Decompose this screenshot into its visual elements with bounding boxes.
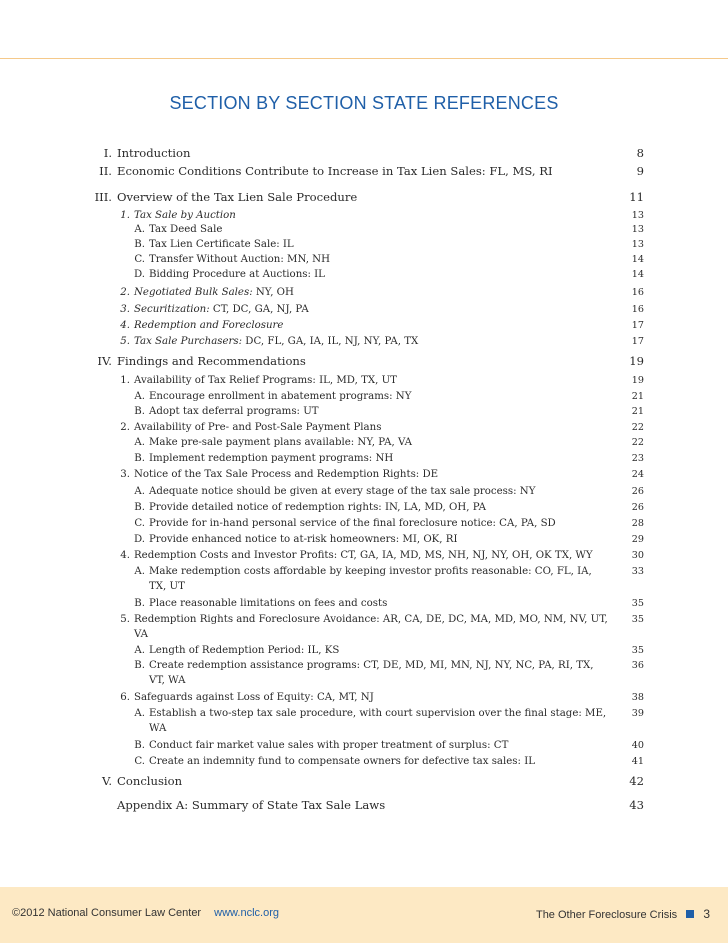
- toc-entry-number: 3.: [120, 304, 130, 315]
- toc-entry-page: 39: [631, 708, 644, 719]
- toc-entry-label-wrap: [149, 389, 608, 404]
- toc-entry-number: A.: [134, 437, 145, 448]
- toc-entry-label-wrap: [149, 564, 608, 594]
- toc-entry-page: 14: [631, 254, 644, 265]
- toc-entry-label: Availability of Pre- and Post-Sale Payment Plans: [134, 422, 382, 433]
- toc-entry-label: Make redemption costs affordable by keeping investor profits reasonable: CO, FL, IA, TX, UT: [149, 566, 592, 592]
- toc-entry[interactable]: [116, 302, 644, 317]
- toc-entry-page: 43: [629, 798, 644, 812]
- toc-entry-page: 13: [631, 239, 644, 250]
- toc-entry[interactable]: [116, 612, 644, 642]
- toc-entry-states: DC, FL, GA, IA, IL, NJ, NY, PA, TX: [242, 336, 419, 347]
- toc-entry-number: 6.: [120, 692, 130, 703]
- toc-entry[interactable]: [133, 237, 644, 252]
- toc-entry-number: III.: [94, 190, 112, 204]
- toc-entry-label-wrap: [134, 373, 608, 388]
- toc-entry-page: 9: [636, 164, 644, 178]
- toc-entry-label-wrap: [149, 237, 608, 252]
- toc-entry-page: 33: [631, 566, 644, 577]
- toc-entry[interactable]: [133, 643, 644, 658]
- toc-entry-label-wrap: [134, 420, 608, 435]
- toc-entry[interactable]: [133, 435, 644, 450]
- toc-entry[interactable]: [116, 373, 644, 388]
- toc-entry-label-wrap: [117, 164, 608, 179]
- toc-entry-label: Safeguards against Loss of Equity: CA, MT, NJ: [134, 692, 374, 703]
- toc-entry-number: 2.: [120, 287, 130, 298]
- toc-entry-label-wrap: [134, 334, 608, 349]
- toc-entry-label: Conclusion: [117, 774, 183, 788]
- toc-entry[interactable]: [133, 389, 644, 404]
- toc-entry-page: 13: [631, 210, 644, 221]
- toc-entry[interactable]: [116, 334, 644, 349]
- toc-entry[interactable]: [133, 500, 644, 515]
- toc-entry-label-wrap: [149, 222, 608, 237]
- page-title: SECTION BY SECTION STATE REFERENCES: [169, 93, 559, 113]
- toc-entry-page: 29: [631, 534, 644, 545]
- toc-entry-states: CT, DC, GA, NJ, PA: [209, 304, 309, 315]
- toc-entry-label-wrap: [149, 267, 608, 282]
- toc-entry[interactable]: [133, 564, 644, 594]
- toc-entry-number: 4.: [120, 550, 130, 561]
- toc-entry-page: 36: [631, 660, 644, 671]
- toc-entry-label: Provide detailed notice of redemption rights: IN, LA, MD, OH, PA: [149, 502, 487, 513]
- toc-entry-number: D.: [133, 534, 145, 545]
- toc-entry-number: B.: [134, 239, 145, 250]
- toc-entry-page: 19: [629, 354, 644, 368]
- toc-entry-number: 5.: [120, 614, 130, 625]
- toc-entry-number: 5.: [120, 336, 130, 347]
- toc-entry-page: 28: [631, 518, 644, 529]
- toc-entry[interactable]: [133, 738, 644, 753]
- toc-entry-number: 3.: [120, 469, 130, 480]
- publication-title: The Other Foreclosure Crisis: [535, 909, 678, 921]
- toc-entry-label: Create redemption assistance programs: CT, DE, MD, MI, MN, NJ, NY, NC, PA, RI, TX, VT, WA: [149, 660, 594, 686]
- toc-entry-label: Provide for in-hand personal service of the final foreclosure notice: CA, PA, SD: [149, 518, 556, 529]
- toc-entry-label-wrap: [149, 484, 608, 499]
- toc-entry-number: A.: [134, 645, 145, 656]
- toc-entry-number: A.: [134, 708, 145, 719]
- toc-entry-label-wrap: [134, 612, 608, 642]
- toc-entry-page: 23: [631, 453, 644, 464]
- page-number: 3: [703, 907, 710, 921]
- toc-entry[interactable]: [133, 222, 644, 237]
- toc-entry-page: 14: [631, 269, 644, 280]
- toc-entry-label-wrap: [149, 754, 608, 769]
- toc-entry-label: Overview of the Tax Lien Sale Procedure: [117, 190, 358, 204]
- toc-entry-label-wrap: [134, 548, 608, 563]
- toc-entry-page: 22: [631, 422, 644, 433]
- toc-entry-label-wrap: [117, 190, 608, 205]
- toc-entry[interactable]: [133, 451, 644, 466]
- toc-entry[interactable]: [133, 596, 644, 611]
- toc-entry-page: 35: [631, 598, 644, 609]
- toc-entry[interactable]: [116, 467, 644, 482]
- toc-entry[interactable]: [90, 798, 644, 813]
- toc-entry[interactable]: [90, 146, 644, 161]
- toc-entry-number: V.: [101, 774, 112, 788]
- footer-right: [536, 907, 710, 921]
- toc-entry[interactable]: [116, 690, 644, 705]
- toc-entry-page: 13: [631, 224, 644, 235]
- toc-entry-label-wrap: [149, 658, 608, 688]
- toc-entry-label: Provide enhanced notice to at-risk homeowners: MI, OK, RI: [149, 534, 458, 545]
- toc-entry-label-wrap: [149, 404, 608, 419]
- toc-entry-page: 24: [631, 469, 644, 480]
- toc-entry-number: B.: [134, 453, 145, 464]
- toc-entry-label: Availability of Tax Relief Programs: IL, MD, TX, UT: [134, 375, 397, 386]
- toc-entry-label-wrap: [149, 435, 608, 450]
- toc-entry-number: 2.: [120, 422, 130, 433]
- toc-entry[interactable]: [133, 252, 644, 267]
- toc-entry-label-wrap: [117, 354, 608, 369]
- toc-entry-page: 26: [631, 486, 644, 497]
- toc-entry-label-wrap: [134, 467, 608, 482]
- toc-entry-label: Redemption Rights and Foreclosure Avoidance: AR, CA, DE, DC, MA, MD, MO, NM, NV, UT, VA: [134, 614, 608, 640]
- toc-entry-label: Implement redemption payment programs: NH: [149, 453, 394, 464]
- toc-entry-label-wrap: [149, 643, 608, 658]
- toc-entry-label-wrap: [149, 706, 608, 736]
- toc-entry-page: 21: [631, 391, 644, 402]
- toc-entry[interactable]: [133, 484, 644, 499]
- toc-entry-label: Redemption Costs and Investor Profits: CT, GA, IA, MD, MS, NH, NJ, NY, OH, OK TX, WY: [134, 550, 593, 561]
- toc-entry-page: 40: [631, 740, 644, 751]
- toc-entry-page: 30: [631, 550, 644, 561]
- toc-entry[interactable]: [133, 658, 644, 688]
- toc-entry[interactable]: [133, 516, 644, 531]
- toc-entry-label: Establish a two-step tax sale procedure, with court supervision over the final stage: ME, WA: [149, 708, 607, 734]
- toc-entry-label-wrap: [149, 596, 608, 611]
- toc-entry[interactable]: [116, 285, 644, 300]
- toc-entry-number: D.: [133, 269, 145, 280]
- top-rule: [0, 58, 728, 59]
- toc-entry-page: 16: [631, 304, 644, 315]
- footer-left: [12, 907, 279, 919]
- toc-entry-page: 35: [631, 614, 644, 625]
- toc-entry-label: Tax Sale Purchasers:: [134, 336, 243, 347]
- footer-bar: [0, 887, 728, 943]
- toc-entry-label: Conduct fair market value sales with proper treatment of surplus: CT: [149, 740, 509, 751]
- toc-entry-label-wrap: [134, 208, 608, 223]
- toc-entry-page: 35: [631, 645, 644, 656]
- toc-entry[interactable]: [90, 164, 644, 179]
- toc-entry[interactable]: [133, 532, 644, 547]
- toc-entry-label: Tax Deed Sale: [149, 224, 223, 235]
- toc-entry-number: A.: [134, 224, 145, 235]
- toc-entry-page: 8: [636, 146, 644, 160]
- toc-entry[interactable]: [133, 706, 644, 736]
- toc-entry-label: Tax Sale by Auction: [134, 210, 236, 221]
- toc-entry-page: 21: [631, 406, 644, 417]
- toc-entry-page: 16: [631, 287, 644, 298]
- toc-entry-label: Redemption and Foreclosure: [134, 320, 284, 331]
- toc-entry-number: B.: [134, 598, 145, 609]
- toc-entry-number: A.: [134, 566, 145, 577]
- toc-entry-label: Bidding Procedure at Auctions: IL: [149, 269, 325, 280]
- toc-entry-states: NY, OH: [252, 287, 294, 298]
- toc-entry-label: Economic Conditions Contribute to Increase in Tax Lien Sales: FL, MS, RI: [117, 164, 553, 178]
- toc-entry-number: 1.: [120, 210, 130, 221]
- toc-entry-number: C.: [134, 756, 145, 767]
- toc-entry-label: Length of Redemption Period: IL, KS: [149, 645, 340, 656]
- toc-entry-label-wrap: [117, 774, 608, 789]
- toc-entry-label: Adequate notice should be given at every stage of the tax sale process: NY: [149, 486, 536, 497]
- toc-entry-label: Notice of the Tax Sale Process and Redemption Rights: DE: [134, 469, 439, 480]
- toc-entry-number: A.: [134, 391, 145, 402]
- toc-entry-page: 19: [631, 375, 644, 386]
- toc-entry-label: Introduction: [117, 146, 191, 160]
- copyright-text: ©2012 National Consumer Law Center: [12, 907, 202, 919]
- toc-entry[interactable]: [133, 404, 644, 419]
- toc-entry-label: Appendix A: Summary of State Tax Sale Laws: [117, 798, 386, 812]
- toc-entry-number: IV.: [97, 354, 112, 368]
- square-bullet-icon: [686, 910, 694, 918]
- toc-entry[interactable]: [116, 318, 644, 333]
- toc-entry-label-wrap: [117, 798, 608, 813]
- toc-entry[interactable]: [116, 208, 644, 223]
- toc-entry-page: 38: [631, 692, 644, 703]
- toc-entry-page: 17: [631, 320, 644, 331]
- toc-entry-number: II.: [99, 164, 112, 178]
- toc-entry-label-wrap: [149, 252, 608, 267]
- toc-entry-label-wrap: [149, 500, 608, 515]
- toc-entry[interactable]: [116, 548, 644, 563]
- toc-entry-page: 11: [629, 190, 644, 204]
- toc-entry-page: 41: [631, 756, 644, 767]
- toc-entry-label-wrap: [149, 516, 608, 531]
- toc-entry-label-wrap: [149, 738, 608, 753]
- toc-entry-label: Findings and Recommendations: [117, 354, 306, 368]
- toc-entry-number: B.: [134, 660, 145, 671]
- toc-entry-page: 26: [631, 502, 644, 513]
- toc-entry-number: C.: [134, 254, 145, 265]
- toc-entry[interactable]: [116, 420, 644, 435]
- toc-entry-label-wrap: [134, 302, 608, 317]
- toc-entry[interactable]: [90, 354, 644, 369]
- toc-entry-label: Transfer Without Auction: MN, NH: [149, 254, 330, 265]
- toc-entry-label-wrap: [149, 451, 608, 466]
- toc-entry-label: Create an indemnity fund to compensate owners for defective tax sales: IL: [149, 756, 535, 767]
- toc-entry[interactable]: [90, 774, 644, 789]
- toc-entry-page: 22: [631, 437, 644, 448]
- toc-entry-label: Securitization:: [134, 304, 210, 315]
- toc-entry-label-wrap: [134, 690, 608, 705]
- toc-entry-page: 42: [629, 774, 644, 788]
- toc-entry-number: B.: [134, 740, 145, 751]
- toc-entry-number: A.: [134, 486, 145, 497]
- toc-entry-label-wrap: [134, 285, 608, 300]
- toc-entry-label: Adopt tax deferral programs: UT: [149, 406, 319, 417]
- toc-entry-number: C.: [134, 518, 145, 529]
- toc-entry-label: Negotiated Bulk Sales:: [134, 287, 253, 298]
- toc-entry-label: Place reasonable limitations on fees and costs: [149, 598, 388, 609]
- toc-entry-number: 4.: [120, 320, 130, 331]
- toc-entry-label: Tax Lien Certificate Sale: IL: [149, 239, 294, 250]
- toc-entry-label-wrap: [149, 532, 608, 547]
- toc-entry-page: 17: [631, 336, 644, 347]
- toc-entry-label: Encourage enrollment in abatement programs: NY: [149, 391, 412, 402]
- toc-entry-number: I.: [103, 146, 112, 160]
- toc-entry-number: 1.: [120, 375, 130, 386]
- toc-entry-label-wrap: [134, 318, 608, 333]
- toc-entry[interactable]: [133, 267, 644, 282]
- toc-entry[interactable]: [133, 754, 644, 769]
- toc-entry-label: Make pre-sale payment plans available: NY, PA, VA: [149, 437, 412, 448]
- toc-entry-label-wrap: [117, 146, 608, 161]
- toc-entry[interactable]: [90, 190, 644, 205]
- toc-entry-number: B.: [134, 406, 145, 417]
- toc-entry-number: B.: [134, 502, 145, 513]
- website-link[interactable]: www.nclc.org: [214, 907, 279, 919]
